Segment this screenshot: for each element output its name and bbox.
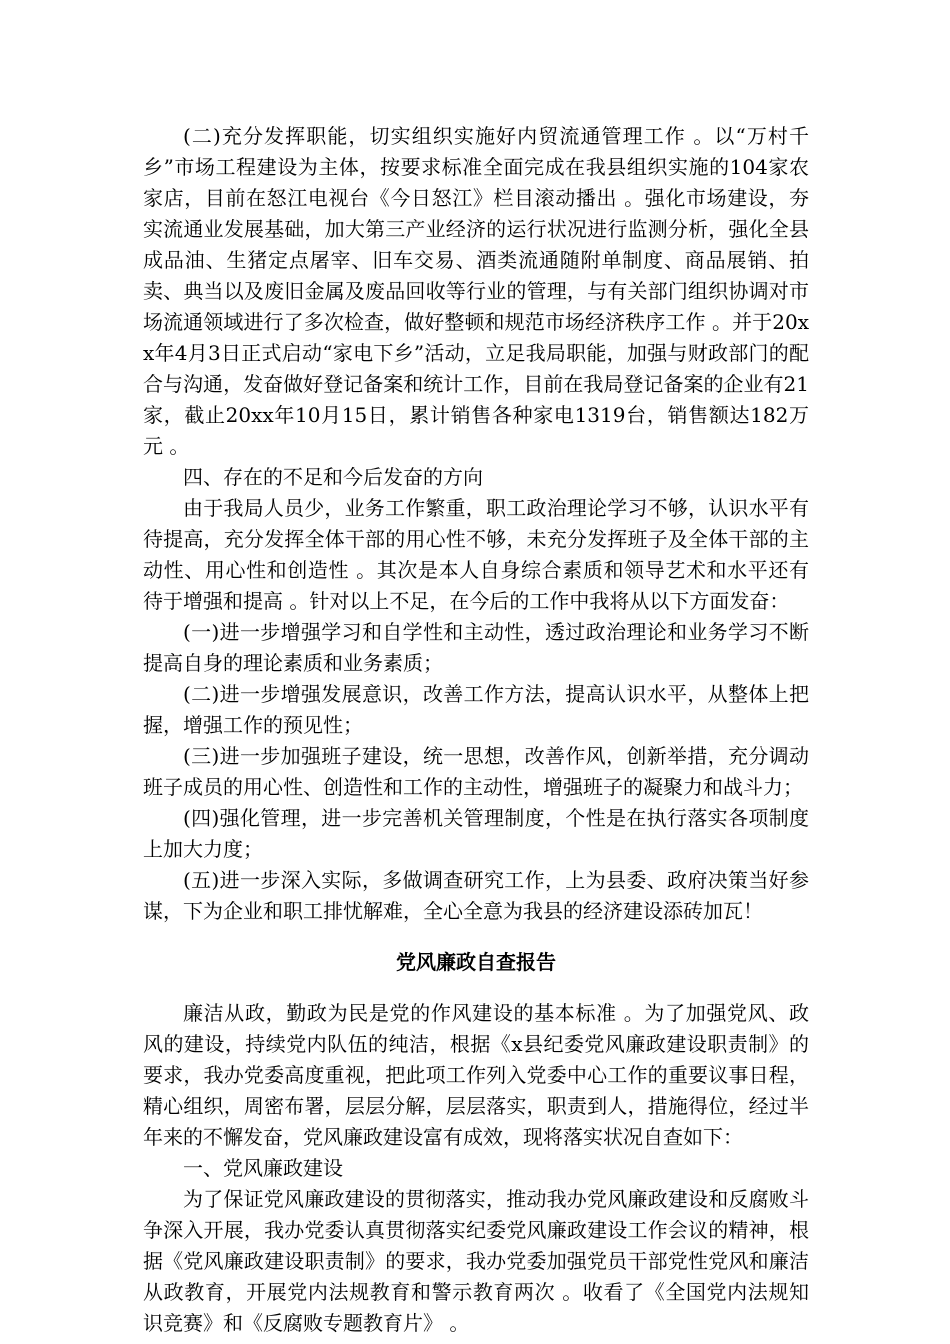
list-item: (四)强化管理，进一步完善机关管理制度，个性是在执行落实各项制度上加大力度； (143, 806, 809, 861)
section-heading: 四、存在的不足和今后发奋的方向 (183, 465, 483, 489)
body-paragraph: 为了保证党风廉政建设的贯彻落实，推动我办党风廉政建设和反腐败斗争深入开展，我办党委认真贯彻落实纪委党风廉政建设工作会议的精神，根据《党风廉政建设职责制》的要求，我办党委加强党员干部党性党风和廉洁从政教育，开展党内法规教育和警示教育两次 。收看了《全国党内法规知识竞赛》和《反腐败专题教育片》 。 (143, 1187, 809, 1335)
body-paragraph: 廉洁从政，勤政为民是党的作风建设的基本标准 。为了加强党风、政风的建设，持续党内队伍的纯洁，根据《x县纪委党风廉政建设职责制》的要求，我办党委高度重视，把此项工作列入党委中心工作的重要议事日程，精心组织，周密布署，层层分解，层层落实，职责到人，措施得位，经过半年来的不懈发奋，党风廉政建设富有成效，现将落实状况自查如下： (143, 1001, 809, 1149)
body-paragraph: 由于我局人员少，业务工作繁重，职工政治理论学习不够，认识水平有待提高，充分发挥全体干部的用心性不够，未充分发挥班子及全体干部的主动性、用心性和创造性 。其次是本人自身综合素质和领导艺术和水平还有待于增强和提高 。针对以上不足，在今后的工作中我将从以下方面发奋： (143, 496, 809, 613)
list-item: (二)进一步增强发展意识，改善工作方法，提高认识水平，从整体上把握，增强工作的预见性； (143, 682, 809, 737)
list-item: (五)进一步深入实际，多做调查研究工作，上为县委、政府决策当好参谋，下为企业和职工排忧解难，全心全意为我县的经济建设添砖加瓦！ (143, 868, 809, 923)
section-heading: 一、党风廉政建设 (183, 1156, 343, 1180)
document-body (143, 121, 809, 1339)
body-paragraph: (二)充分发挥职能，切实组织实施好内贸流通管理工作 。以“万村千乡”市场工程建设为主体，按要求标准全面完成在我县组织实施的104家农家店，目前在怒江电视台《今日怒江》栏目滚动播出 。强化市场建设，夯实流通业发展基础，加大第三产业经济的运行状况进行监测分析，强化全县成品油、生猪定点屠宰、旧车交易、酒类流通随附单制度、商品展销、拍卖、典当以及废旧金属及废品回收等行业的管理，与有关部门组织协调对市场流通领域进行了多次检查，做好整顿和规范市场经济秩序工作 。并于20xx年4月3日正式启动“家电下乡”活动，立足我局职能，加强与财政部门的配合与沟通，发奋做好登记备案和统计工作，目前在我局登记备案的企业有21家，截止20xx年10月15日，累计销售各种家电1319台，销售额达182万元 。 (143, 124, 809, 458)
document-title: 党风廉政自查报告 (396, 950, 556, 974)
list-item: (一)进一步增强学习和自学性和主动性，透过政治理论和业务学习不断提高自身的理论素质和业务素质； (143, 620, 809, 675)
list-item: (三)进一步加强班子建设，统一思想，改善作风，创新举措，充分调动班子成员的用心性、创造性和工作的主动性，增强班子的凝聚力和战斗力； (143, 744, 809, 799)
